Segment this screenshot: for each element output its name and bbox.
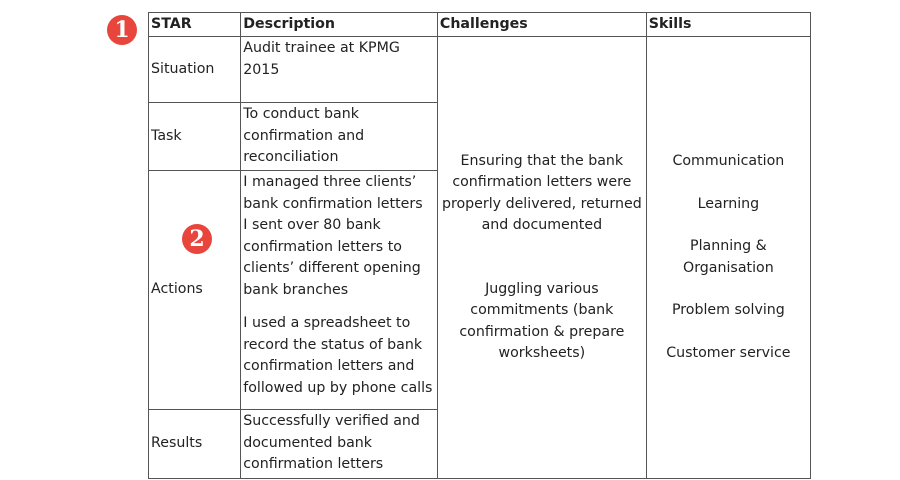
results-label: Results	[149, 410, 241, 479]
star-table	[148, 12, 811, 479]
challenges-cell	[437, 37, 646, 479]
skill-item: Planning & Organisation	[683, 238, 774, 276]
action-item: I managed three clients’ bank confirmation letters	[243, 174, 423, 212]
step-marker-2: 2	[182, 224, 212, 254]
header-skills: Skills	[646, 13, 810, 37]
skill-item: Problem solving	[671, 302, 785, 318]
skill-item: Communication	[672, 153, 785, 169]
skill-item: Learning	[697, 195, 760, 212]
action-item: I sent over 80 bank confirmation letters to clients’ different opening bank branches	[243, 217, 421, 298]
situation-description: Audit trainee at KPMG 2015	[241, 37, 438, 103]
results-description: Successfully verified and documented bank confirmation letters	[241, 410, 438, 479]
header-challenges: Challenges	[437, 13, 646, 37]
challenge-item: Juggling various commitments (bank confirmation & prepare worksheets)	[459, 280, 625, 361]
header-star: STAR	[149, 13, 241, 37]
skill-item: Customer service	[666, 344, 791, 361]
table-row-situation	[149, 37, 811, 103]
skills-cell	[646, 37, 810, 479]
header-row	[149, 13, 811, 37]
situation-label: Situation	[149, 37, 241, 103]
task-description: To conduct bank confirmation and reconciliation	[241, 103, 438, 171]
actions-description	[241, 171, 438, 410]
actions-label: Actions	[149, 171, 241, 410]
task-label: Task	[149, 103, 241, 171]
step-marker-1: 1	[107, 15, 137, 45]
challenge-item: Ensuring that the bank confirmation letters were properly delivered, returned and documented	[441, 152, 642, 233]
header-description: Description	[241, 13, 438, 37]
action-item: I used a spreadsheet to record the status of bank confirmation letters and followed up by phone calls	[243, 315, 433, 396]
